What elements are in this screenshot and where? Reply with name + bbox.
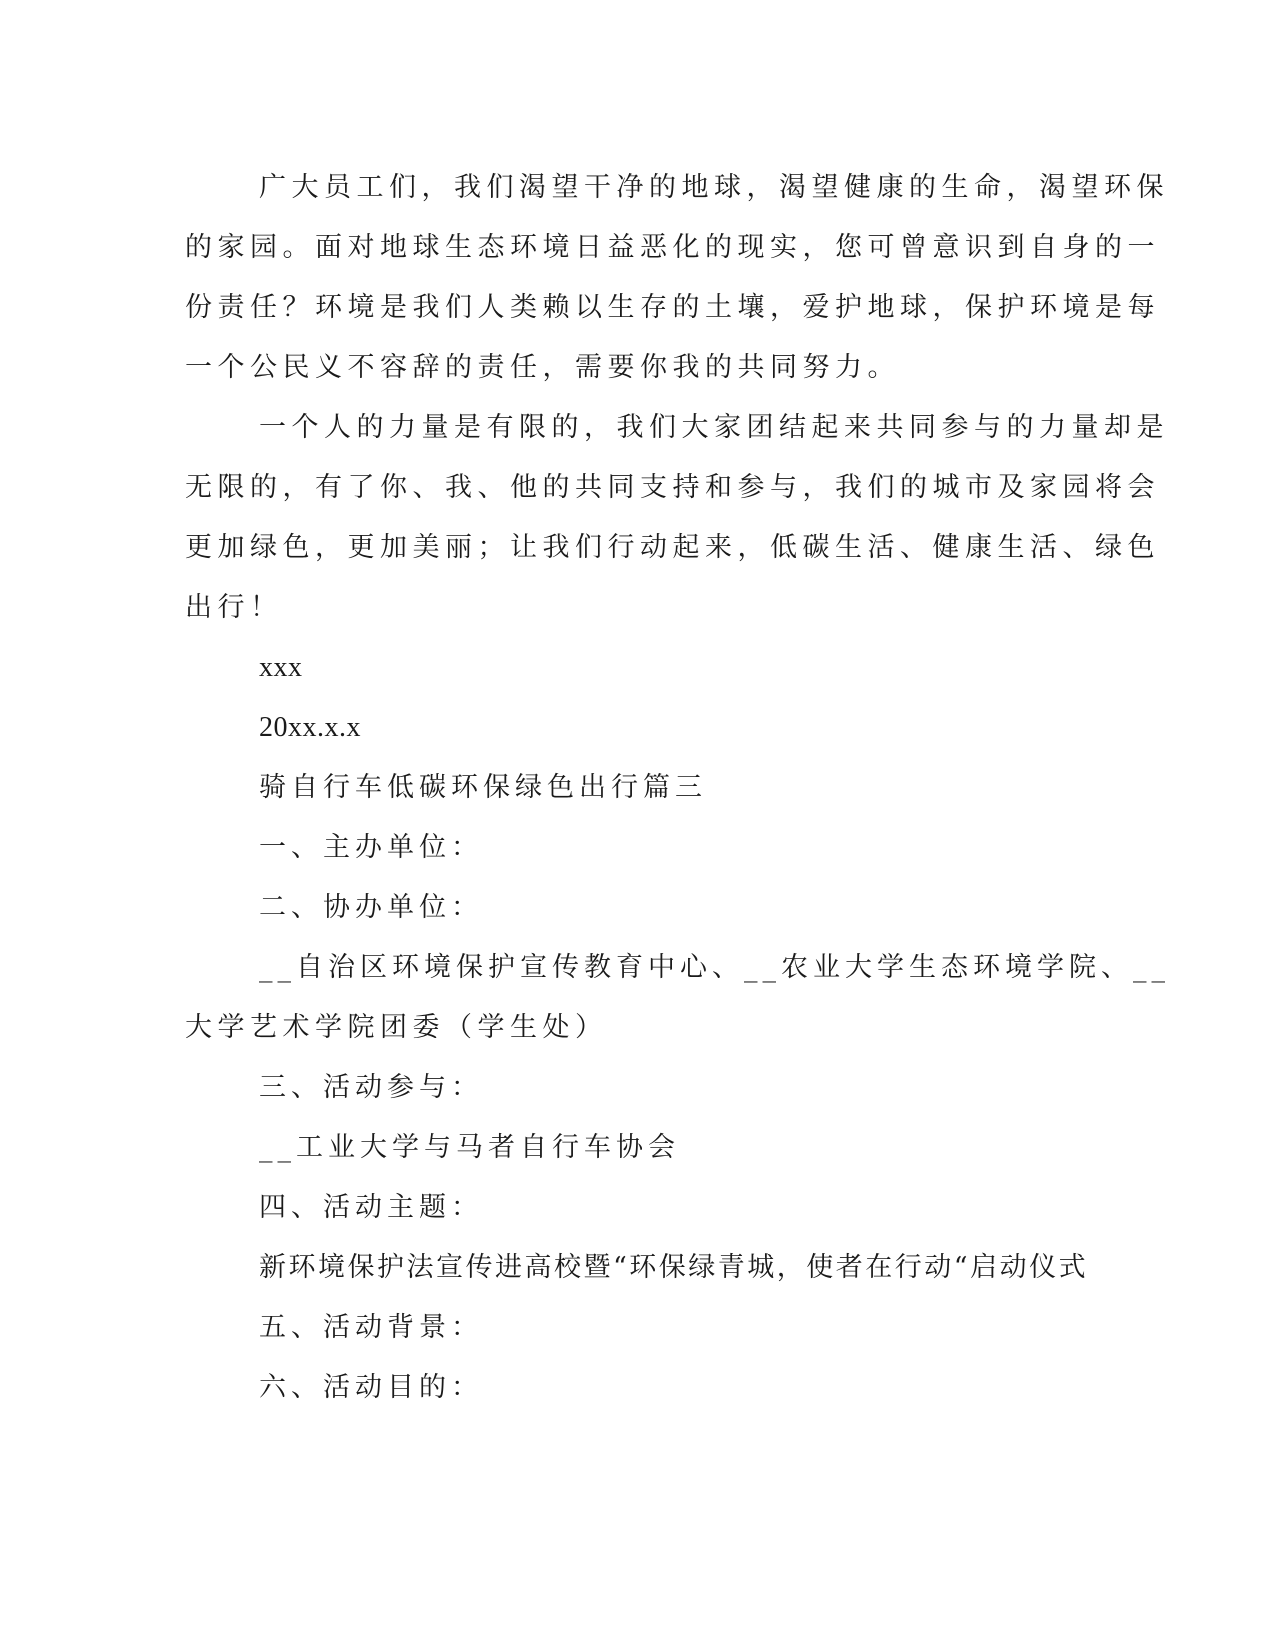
paragraph-line: 一个公民义不容辞的责任，需要你我的共同努力。 [185,352,900,383]
paragraph-line: 出行！ [185,592,283,623]
signature: xxx [259,652,303,683]
paragraph-appeal [185,158,1169,398]
paragraph-line: 无限的，有了你、我、他的共同支持和参与，我们的城市及家园将会 [185,472,1160,503]
paragraph-line: 一个人的力量是有限的，我们大家团结起来共同参与的力量却是 [259,412,1169,443]
participants: __工业大学与马者自行车协会 [259,1132,680,1163]
item-co-organizer: 二、协办单位： [259,892,483,923]
paragraph-call-to-action [185,398,1169,638]
item-organizer: 一、主办单位： [259,832,483,863]
co-organizers-line: 大学艺术学院团委（学生处） [185,1012,608,1043]
item-theme: 四、活动主题： [259,1192,483,1223]
theme: 新环境保护法宣传进高校暨“环保绿青城，使者在行动“启动仪式 [259,1252,1089,1283]
item-purpose: 六、活动目的： [259,1372,483,1403]
item-background: 五、活动背景： [259,1312,483,1343]
paragraph-line: 的家园。面对地球生态环境日益恶化的现实，您可曾意识到自身的一 [185,232,1160,263]
document-body [185,158,1170,1418]
item-participation: 三、活动参与： [259,1072,483,1103]
paragraph-line: 广大员工们，我们渴望干净的地球，渴望健康的生命，渴望环保 [259,172,1169,203]
paragraph-line: 更加绿色，更加美丽；让我们行动起来，低碳生活、健康生活、绿色 [185,532,1160,563]
paragraph-line: 份责任？环境是我们人类赖以生存的土壤，爱护地球，保护环境是每 [185,292,1160,323]
section-title: 骑自行车低碳环保绿色出行篇三 [259,772,707,803]
co-organizers-line: __自治区环境保护宣传教育中心、__农业大学生态环境学院、__ [259,952,1170,983]
date: 20xx.x.x [259,712,361,743]
